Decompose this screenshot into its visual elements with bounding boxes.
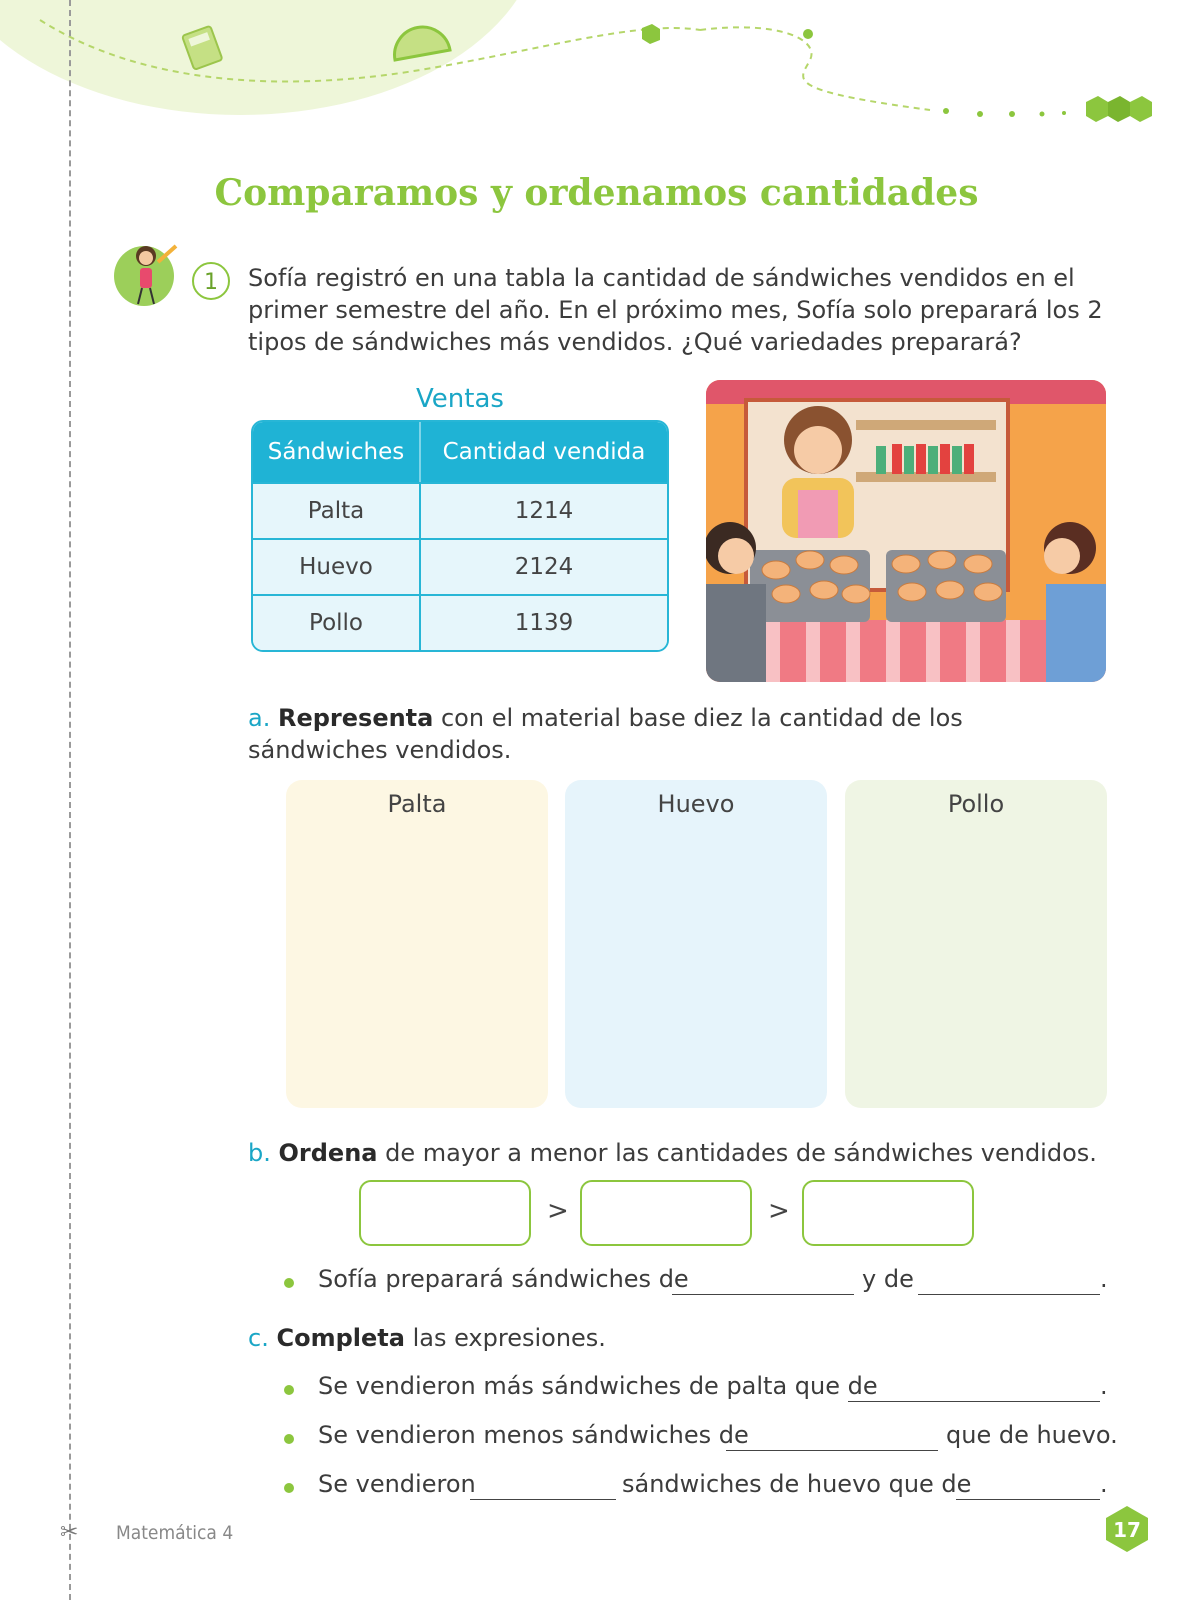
table-cell: Pollo	[253, 594, 419, 650]
part-b-instruction	[248, 1137, 1108, 1169]
answer-blank[interactable]	[956, 1499, 1100, 1500]
cut-line	[69, 0, 71, 1600]
expression-2-end: que de huevo.	[946, 1421, 1118, 1449]
table-cell: 1139	[419, 594, 667, 650]
sales-table	[251, 420, 669, 652]
cube-icon	[642, 24, 660, 44]
expression-3-mid: sándwiches de huevo que de	[622, 1470, 972, 1498]
answer-blank[interactable]	[726, 1450, 938, 1451]
panel-label: Palta	[387, 790, 447, 818]
part-a-verb: Representa	[277, 704, 434, 732]
bullet-text-end: .	[1100, 1265, 1108, 1293]
panel-palta[interactable]	[286, 780, 548, 1108]
part-b-text: de mayor a menor las cantidades de sándwiches vendidos.	[377, 1139, 1097, 1167]
panel-huevo[interactable]	[565, 780, 827, 1108]
table-row	[253, 482, 667, 538]
table-cell: Huevo	[253, 538, 419, 594]
order-box-1[interactable]	[359, 1180, 531, 1246]
page-title: Comparamos y ordenamos cantidades	[214, 172, 979, 214]
expression-3-start: Se vendieron	[318, 1470, 476, 1498]
panel-pollo[interactable]	[845, 780, 1107, 1108]
table-header-sandwiches: Sándwiches	[253, 422, 419, 482]
expression-1-start: Se vendieron más sándwiches de palta que de	[318, 1372, 878, 1400]
part-a-text: con el material base diez la cantidad de los sándwiches vendidos.	[248, 704, 963, 764]
bullet-text-start: Sofía preparará sándwiches de	[318, 1265, 689, 1293]
table-cell: 1214	[419, 482, 667, 538]
expression-3-end: .	[1100, 1470, 1108, 1498]
part-a-letter: a.	[248, 704, 271, 732]
bullet-text-mid: y de	[862, 1265, 914, 1293]
table-cell: Palta	[253, 482, 419, 538]
table-caption: Ventas	[416, 384, 504, 414]
part-c-instruction	[248, 1322, 1108, 1354]
girl-pencil-icon	[114, 240, 184, 312]
answer-blank[interactable]	[470, 1499, 616, 1500]
expression-1-end: .	[1100, 1372, 1108, 1400]
cubes-icon	[1086, 96, 1152, 122]
answer-blank[interactable]	[918, 1294, 1100, 1295]
scissors-icon: ✂	[60, 1520, 79, 1545]
table-row	[253, 538, 667, 594]
order-box-2[interactable]	[580, 1180, 752, 1246]
bullet	[284, 1278, 294, 1288]
greater-than-sign: >	[547, 1196, 569, 1226]
question-number: 1	[192, 262, 230, 300]
expression-2-start: Se vendieron menos sándwiches de	[318, 1421, 749, 1449]
sandwich-shop-illustration	[706, 380, 1106, 682]
page-number-badge	[1102, 1504, 1152, 1554]
part-b-verb: Ordena	[278, 1139, 378, 1167]
panel-label: Pollo	[947, 790, 1005, 818]
part-b-letter: b.	[248, 1139, 271, 1167]
table-cell: 2124	[419, 538, 667, 594]
page-number: 17	[1113, 1518, 1141, 1542]
answer-blank[interactable]	[848, 1401, 1100, 1402]
bullet	[284, 1385, 294, 1395]
order-box-3[interactable]	[802, 1180, 974, 1246]
bullet	[284, 1434, 294, 1444]
protractor-icon	[395, 27, 450, 60]
calculator-icon	[182, 26, 223, 70]
question-text: Sofía registró en una tabla la cantidad de sándwiches vendidos en el primer semestre del año. En el próximo mes, Sofía solo preparará los 2 tipos de sándwiches más vendidos. ¿Qué variedades preparará?	[248, 264, 1103, 356]
bullet	[284, 1483, 294, 1493]
table-header-quantity: Cantidad vendida	[419, 422, 667, 482]
part-c-text: las expresiones.	[404, 1324, 606, 1352]
table-row	[253, 594, 667, 650]
answer-blank[interactable]	[672, 1294, 854, 1295]
panel-label: Huevo	[657, 790, 735, 818]
part-a-instruction	[248, 702, 1108, 766]
header-decoration	[0, 0, 1193, 140]
part-c-verb: Completa	[276, 1324, 405, 1352]
part-c-letter: c.	[248, 1324, 269, 1352]
footer-book-title: Matemática 4	[116, 1522, 234, 1544]
greater-than-sign: >	[768, 1196, 790, 1226]
